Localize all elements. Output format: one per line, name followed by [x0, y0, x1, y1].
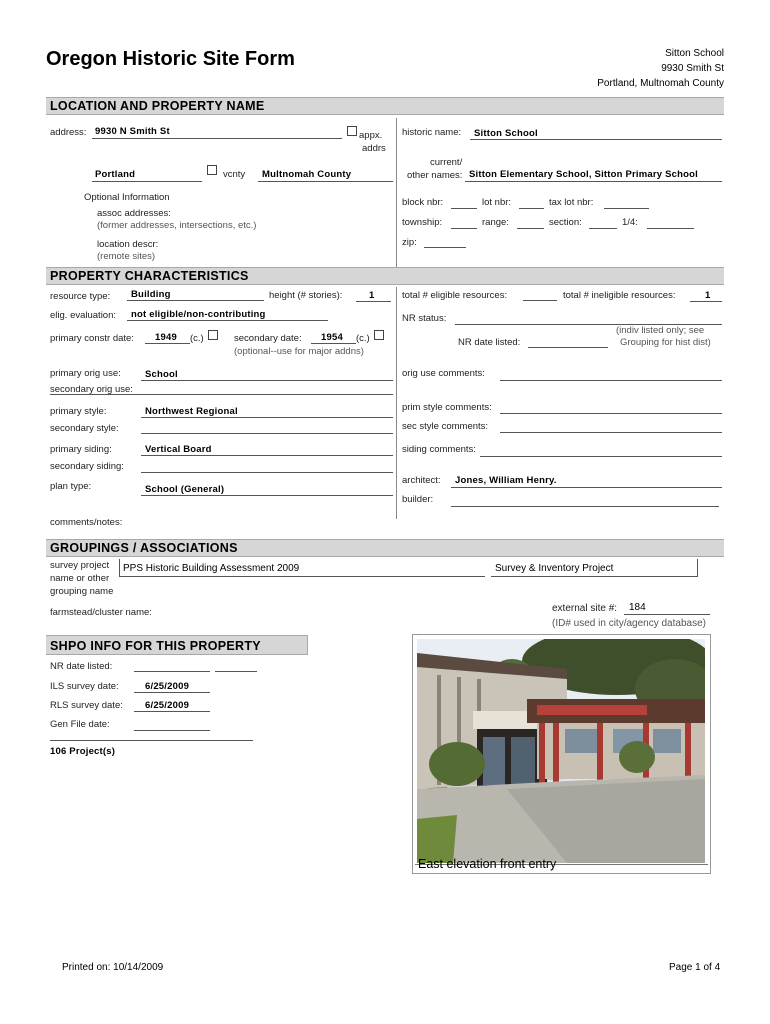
ineligible-resources-value[interactable]: 1 [705, 290, 711, 301]
nr-hint-2: Grouping for hist dist) [620, 337, 711, 348]
survey-project-value[interactable]: PPS Historic Building Assessment 2009 [123, 563, 300, 574]
external-site-value[interactable]: 184 [629, 602, 646, 613]
nr-date-listed-label: NR date listed: [458, 337, 521, 348]
primary-style-label: primary style: [50, 406, 107, 417]
block-label: block nbr: [402, 197, 444, 208]
location-descr-label: location descr: [97, 239, 159, 250]
secondary-circa-checkbox[interactable] [374, 330, 384, 340]
elig-label: elig. evaluation: [50, 310, 117, 321]
section-location: LOCATION AND PROPERTY NAME [46, 97, 724, 115]
photo-frame [412, 634, 711, 874]
gen-file-date-label: Gen File date: [50, 719, 110, 730]
orig-use-comments-label: orig use comments: [402, 368, 485, 379]
sec-orig-use-label: secondary orig use: [50, 384, 133, 395]
primary-date-label: primary constr date: [50, 333, 134, 344]
ils-date-value[interactable]: 6/25/2009 [145, 681, 190, 692]
projects-106-label: 106 Project(s) [50, 746, 116, 757]
plan-type-label: plan type: [50, 481, 92, 492]
section-groupings: GROUPINGS / ASSOCIATIONS [46, 539, 724, 557]
section-shpo: SHPO INFO FOR THIS PROPERTY [46, 635, 308, 655]
elig-value[interactable]: not eligible/non-contributing [131, 309, 266, 320]
secondary-date-hint: (optional--use for major addns) [234, 346, 364, 357]
rls-date-label: RLS survey date: [50, 700, 123, 711]
height-label: height (# stories): [269, 290, 343, 301]
site-name: Sitton School [665, 48, 724, 59]
builder-label: builder: [402, 494, 434, 505]
survey-type-value[interactable]: Survey & Inventory Project [495, 563, 614, 574]
nr-status-label: NR status: [402, 313, 447, 324]
other-names-label: other names: [407, 170, 463, 181]
section-characteristics: PROPERTY CHARACTERISTICS [46, 267, 724, 285]
external-site-hint: (ID# used in city/agency database) [552, 618, 706, 629]
resource-type-label: resource type: [50, 291, 111, 302]
form-title: Oregon Historic Site Form [46, 48, 295, 70]
survey-project-label-1: survey project [50, 560, 110, 571]
external-site-label: external site #: [552, 603, 618, 614]
city-value[interactable]: Portland [95, 169, 136, 180]
section-label: section: [549, 217, 582, 228]
taxlot-label: tax lot nbr: [549, 197, 594, 208]
nr-hint-1: (indiv listed only; see [616, 325, 705, 336]
secondary-date-value[interactable]: 1954 [321, 332, 343, 343]
site-address: 9930 Smith St [661, 63, 724, 74]
historic-name-label: historic name: [402, 127, 462, 138]
approx-label: appx. [359, 130, 383, 141]
optional-info-label: Optional Information [84, 192, 170, 203]
secondary-siding-label: secondary siding: [50, 461, 124, 472]
secondary-c-label: (c.) [356, 333, 370, 344]
building-photo [417, 639, 705, 863]
primary-date-value[interactable]: 1949 [155, 332, 177, 343]
secondary-date-label: secondary date: [234, 333, 302, 344]
comments-notes-label: comments/notes: [50, 517, 123, 528]
photo-caption: East elevation front entry [418, 857, 557, 871]
current-label: current/ [430, 157, 463, 168]
survey-project-label-3: grouping name [50, 586, 114, 597]
printed-on: Printed on: 10/14/2009 [62, 962, 164, 973]
site-header [597, 46, 724, 91]
resource-type-value[interactable]: Building [131, 289, 171, 300]
eligible-resources-label: total # eligible resources: [402, 290, 508, 301]
site-city: Portland, Multnomah County [597, 78, 724, 89]
orig-use-value[interactable]: School [145, 369, 178, 380]
farmstead-label: farmstead/cluster name: [50, 607, 152, 618]
shpo-nr-date-label: NR date listed: [50, 661, 113, 672]
historic-name-value[interactable]: Sitton School [474, 128, 538, 139]
siding-comments-label: siding comments: [402, 444, 476, 455]
plan-type-value[interactable]: School (General) [145, 484, 225, 495]
primary-siding-label: primary siding: [50, 444, 112, 455]
address-label: address: [50, 127, 87, 138]
secondary-style-label: secondary style: [50, 423, 119, 434]
survey-project-label-2: name or other [50, 573, 110, 584]
primary-siding-value[interactable]: Vertical Board [145, 444, 212, 455]
primary-style-value[interactable]: Northwest Regional [145, 406, 238, 417]
page-number: Page 1 of 4 [669, 962, 721, 973]
height-value[interactable]: 1 [369, 290, 375, 301]
lot-label: lot nbr: [482, 197, 512, 208]
ils-date-label: ILS survey date: [50, 681, 119, 692]
architect-label: architect: [402, 475, 441, 486]
assoc-addresses-label: assoc addresses: [97, 208, 171, 219]
zip-label: zip: [402, 237, 417, 248]
quarter-label: 1/4: [622, 217, 638, 228]
township-label: township: [402, 217, 443, 228]
prim-style-comments-label: prim style comments: [402, 402, 492, 413]
addrs-label: addrs [362, 143, 386, 154]
primary-c-label: (c.) [190, 333, 204, 344]
primary-circa-checkbox[interactable] [208, 330, 218, 340]
rls-date-value[interactable]: 6/25/2009 [145, 700, 190, 711]
other-names-value[interactable]: Sitton Elementary School, Sitton Primary School [469, 169, 698, 180]
location-descr-hint: (remote sites) [97, 251, 156, 262]
range-label: range: [482, 217, 509, 228]
vicinity-checkbox[interactable] [207, 165, 217, 175]
vicinity-label: vcnty [223, 169, 246, 180]
orig-use-label: primary orig use: [50, 368, 121, 379]
sec-style-comments-label: sec style comments: [402, 421, 489, 432]
assoc-addresses-hint: (former addresses, intersections, etc.) [97, 220, 257, 231]
address-value[interactable]: 9930 N Smith St [95, 126, 170, 137]
approx-checkbox[interactable] [347, 126, 357, 136]
ineligible-resources-label: total # ineligible resources: [563, 290, 676, 301]
county-value[interactable]: Multnomah County [262, 169, 352, 180]
architect-value[interactable]: Jones, William Henry. [455, 475, 557, 486]
